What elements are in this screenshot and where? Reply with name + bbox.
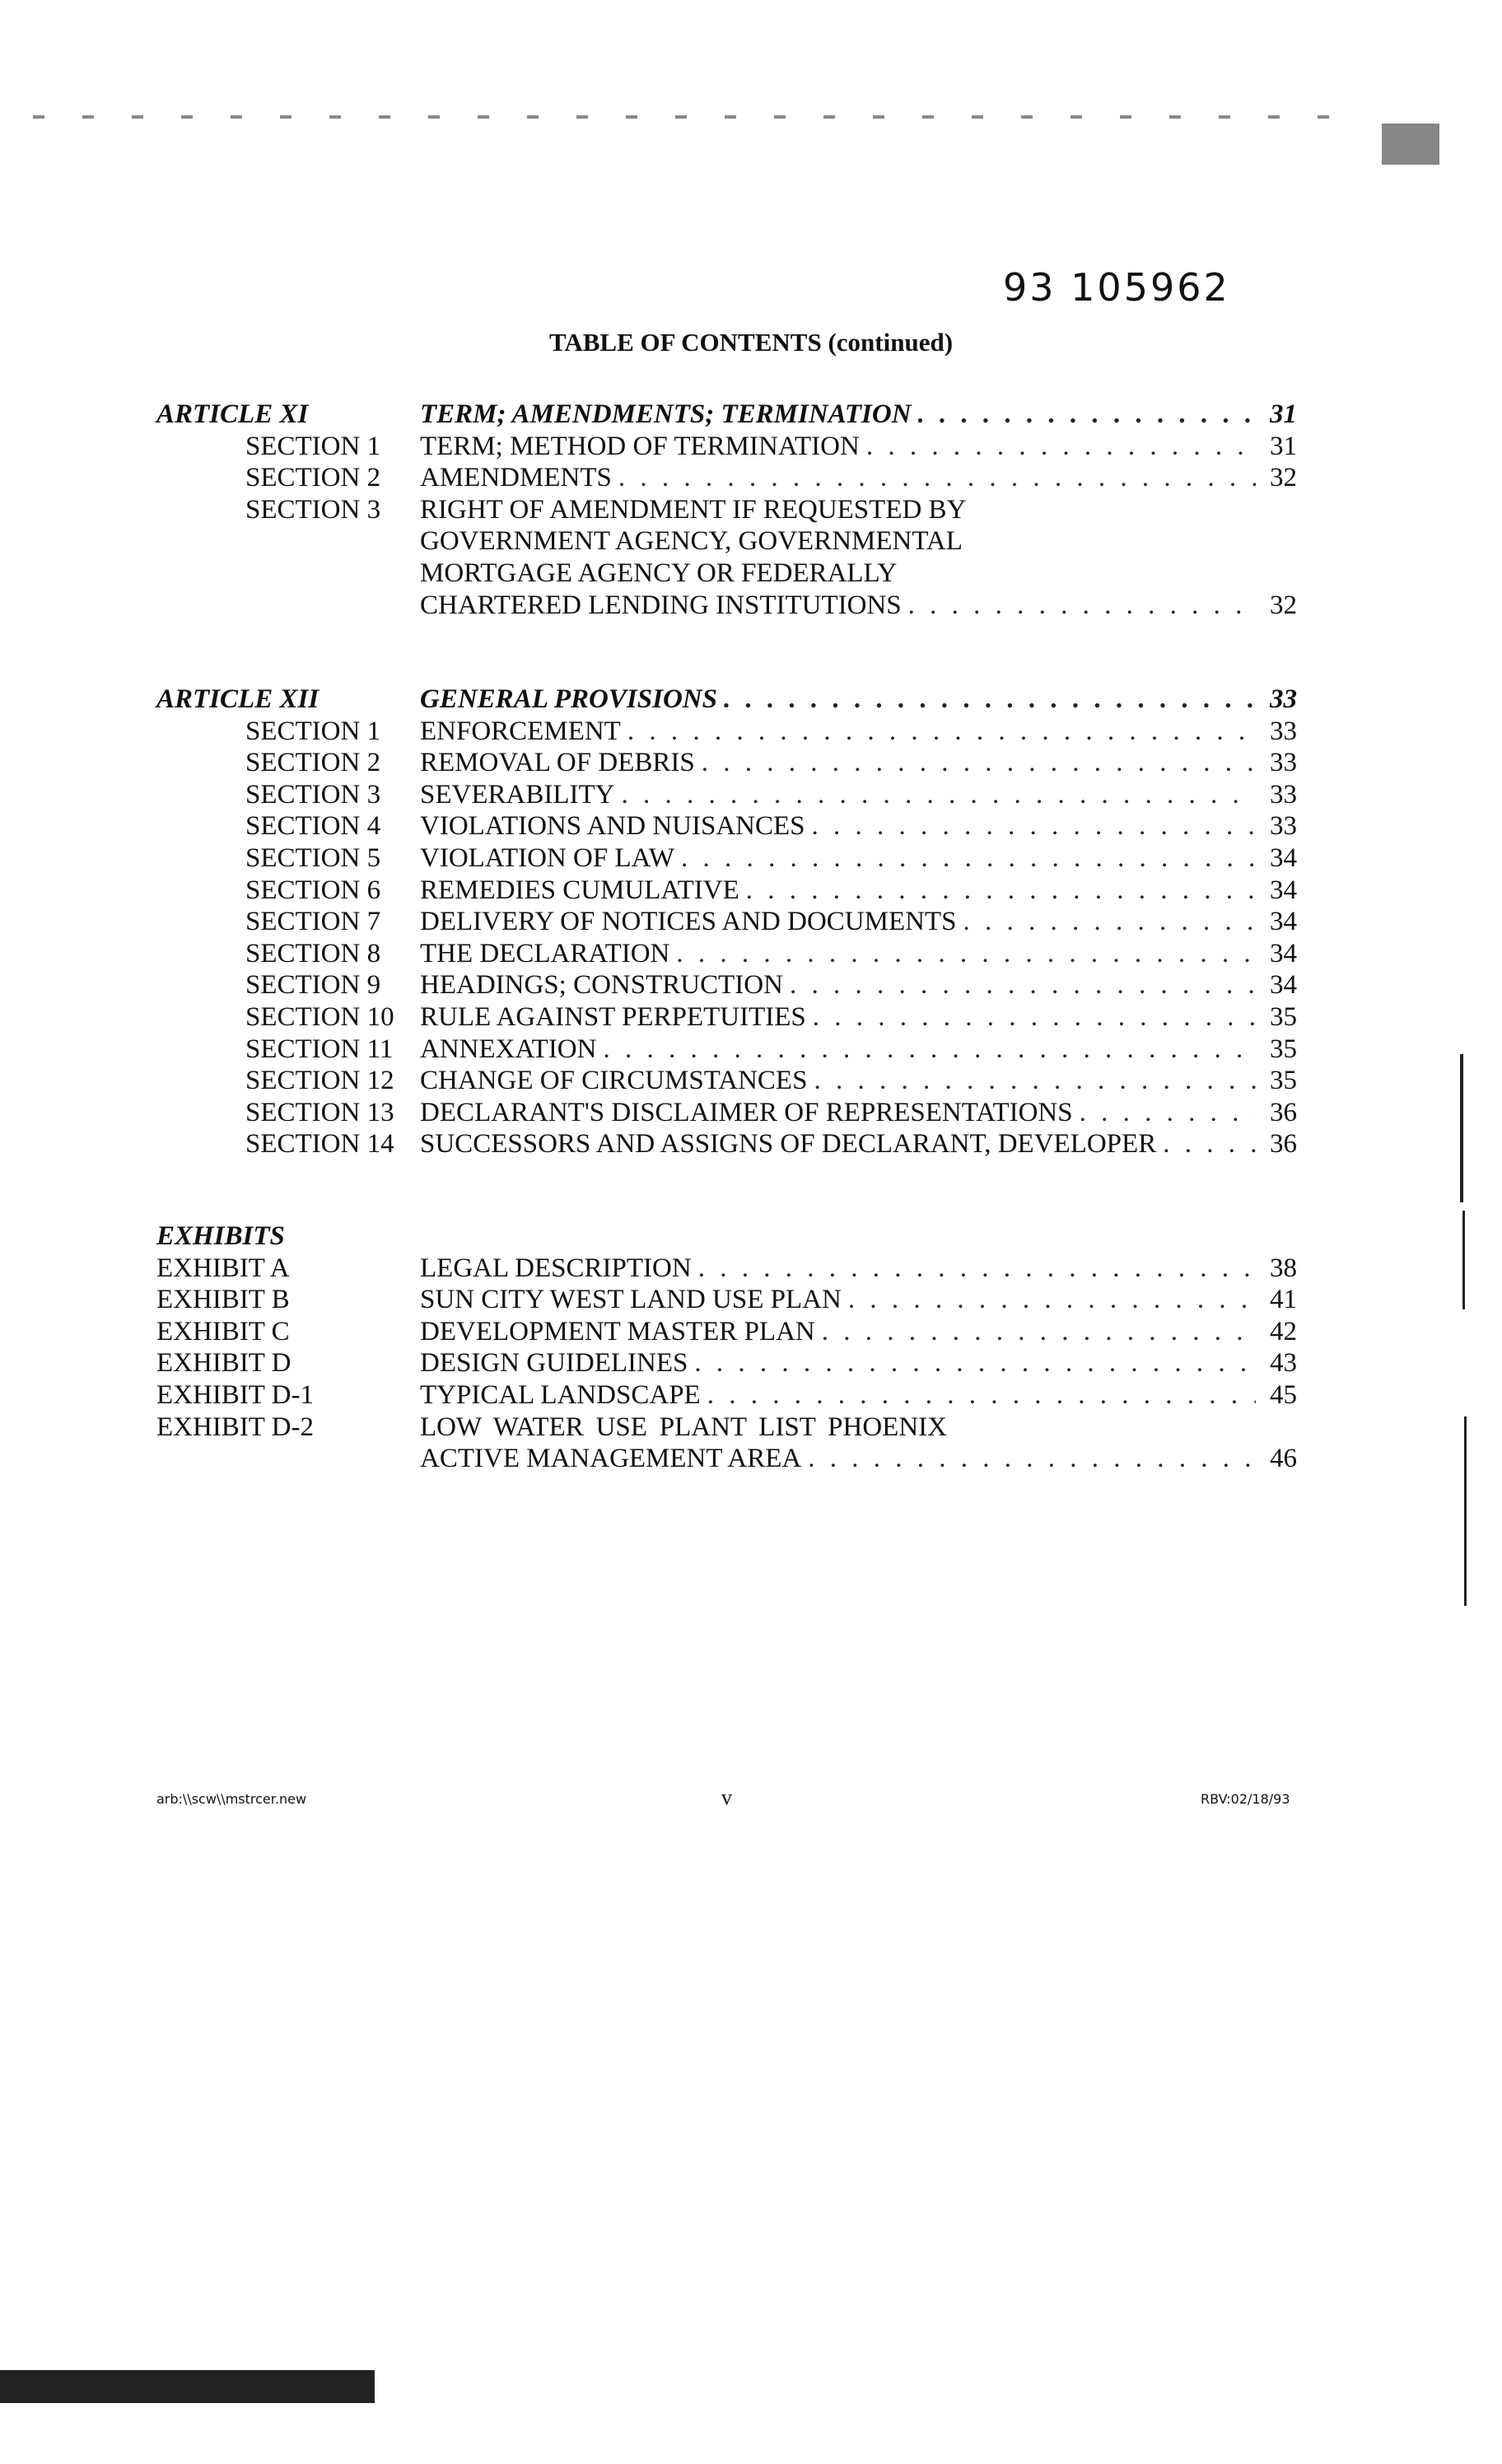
exhibit-label: EXHIBIT D-2	[156, 1412, 314, 1442]
section-label: SECTION 6	[245, 875, 381, 905]
section-title-line	[420, 590, 1297, 622]
section-title-line	[420, 810, 1297, 842]
toc-row	[156, 462, 1297, 494]
leader-dots	[808, 1443, 1256, 1475]
section-title-line	[420, 1001, 1297, 1034]
footer-page-number: v	[721, 1785, 732, 1809]
section-title-line	[420, 747, 1297, 779]
leader-dots	[812, 810, 1256, 842]
leader-dots	[676, 938, 1256, 970]
section-title: REMEDIES CUMULATIVE	[420, 875, 739, 905]
leader-dots	[822, 1316, 1256, 1348]
leader-dots	[813, 1001, 1256, 1034]
toc-row	[156, 494, 1297, 526]
section-title-line	[420, 1034, 1297, 1066]
toc-row-continued	[156, 525, 1297, 558]
section-title: TERM; METHOD OF TERMINATION	[420, 431, 860, 461]
exhibit-title: ACTIVE MANAGEMENT AREA	[420, 1444, 802, 1474]
toc-row-continued	[156, 1443, 1297, 1475]
exhibit-label: EXHIBIT D-1	[156, 1379, 314, 1410]
section-title: RIGHT OF AMENDMENT IF REQUESTED BY	[420, 494, 967, 525]
exhibits-heading: EXHIBITS	[156, 1221, 285, 1251]
exhibit-label: EXHIBIT C	[156, 1316, 290, 1346]
section-label: SECTION 14	[245, 1129, 394, 1160]
section-label: SECTION 10	[245, 1001, 394, 1032]
page-number: 34	[1270, 875, 1297, 905]
leader-dots	[621, 779, 1256, 811]
section-title: ANNEXATION	[420, 1034, 597, 1064]
section-title-line	[420, 716, 1297, 748]
exhibit-title-line	[420, 1347, 1297, 1379]
section-title-line	[420, 779, 1297, 811]
section-title-line	[420, 875, 1297, 907]
section-label: SECTION 9	[245, 970, 381, 1001]
section-label: SECTION 2	[245, 463, 381, 493]
scan-artifact-edge	[1462, 1211, 1465, 1309]
page-number: 35	[1270, 1066, 1297, 1096]
section-title: REMOVAL OF DEBRIS	[420, 748, 695, 778]
toc-row	[156, 1128, 1297, 1160]
exhibit-title: TYPICAL LANDSCAPE	[420, 1379, 701, 1410]
exhibit-title: DESIGN GUIDELINES	[420, 1348, 688, 1379]
section-title: HEADINGS; CONSTRUCTION	[420, 970, 783, 1001]
section-title-line	[420, 462, 1297, 494]
article-xi-block	[156, 399, 1297, 621]
leader-dots	[707, 1379, 1256, 1412]
page-number: 34	[1270, 842, 1297, 873]
exhibit-title: DEVELOPMENT MASTER PLAN	[420, 1316, 815, 1346]
page-number: 33	[1270, 779, 1297, 810]
leader-dots	[918, 399, 1256, 431]
section-title-line	[420, 494, 1256, 526]
page-number: 46	[1270, 1444, 1297, 1474]
section-title: VIOLATIONS AND NUISANCES	[420, 811, 805, 842]
exhibit-title-line	[420, 1443, 1297, 1475]
page-number: 35	[1270, 1034, 1297, 1064]
toc-row	[156, 747, 1297, 779]
exhibit-label: EXHIBIT D	[156, 1348, 292, 1379]
section-title-line	[420, 525, 963, 558]
section-label: SECTION 13	[245, 1097, 394, 1127]
article-title: GENERAL PROVISIONS	[420, 684, 717, 714]
section-label: SECTION 1	[245, 716, 381, 746]
section-title: CHARTERED LENDING INSTITUTIONS	[420, 590, 902, 620]
toc-row	[156, 1316, 1297, 1348]
section-title: DELIVERY OF NOTICES AND DOCUMENTS	[420, 907, 957, 937]
toc-row	[156, 431, 1297, 463]
section-title-line	[420, 842, 1297, 875]
scan-artifact-bar	[0, 2370, 375, 2403]
scan-artifact-edge	[1460, 1054, 1463, 1202]
toc-row	[156, 1412, 1297, 1444]
section-label: SECTION 4	[245, 811, 381, 842]
page-number: 42	[1270, 1316, 1297, 1346]
article-title: TERM; AMENDMENTS; TERMINATION	[420, 399, 912, 429]
section-label: SECTION 2	[245, 748, 381, 778]
section-label: SECTION 12	[245, 1066, 394, 1096]
leader-dots	[790, 969, 1256, 1001]
section-label: SECTION 1	[245, 431, 381, 461]
exhibit-title-line	[420, 1379, 1297, 1412]
leader-dots	[702, 747, 1256, 779]
page-number: 34	[1270, 907, 1297, 937]
page-number: 32	[1270, 463, 1297, 493]
leader-dots	[681, 842, 1256, 875]
exhibits-block	[156, 1220, 1297, 1475]
leader-dots	[724, 684, 1256, 716]
exhibit-title: SUN CITY WEST LAND USE PLAN	[420, 1285, 842, 1315]
page-number: 38	[1270, 1253, 1297, 1283]
toc-row	[156, 1001, 1297, 1034]
toc-row	[156, 938, 1297, 970]
section-title: VIOLATION OF LAW	[420, 842, 674, 873]
section-label: SECTION 7	[245, 907, 381, 937]
toc-row-continued	[156, 590, 1297, 622]
page-number: 45	[1270, 1379, 1297, 1410]
page-number: 41	[1270, 1285, 1297, 1315]
section-title-line	[420, 906, 1297, 938]
leader-dots	[603, 1034, 1256, 1066]
leader-dots	[908, 590, 1256, 622]
section-title-line	[420, 1128, 1297, 1160]
section-title-line	[420, 431, 1297, 463]
article-xii-row	[156, 684, 1297, 716]
page-number: 33	[1270, 748, 1297, 778]
exhibit-title-line	[420, 1412, 947, 1444]
article-xii-block	[156, 684, 1297, 1160]
section-title: SUCCESSORS AND ASSIGNS OF DECLARANT, DEVELOPER	[420, 1129, 1157, 1160]
article-label: ARTICLE XII	[156, 684, 320, 714]
toc-row-continued	[156, 558, 1297, 590]
section-title: DECLARANT'S DISCLAIMER OF REPRESENTATIONS	[420, 1097, 1073, 1127]
leader-dots	[963, 906, 1256, 938]
section-title-line	[420, 1097, 1297, 1129]
exhibit-title-line	[420, 1284, 1297, 1316]
leader-dots	[1080, 1097, 1256, 1129]
page-number: 31	[1270, 431, 1297, 461]
section-title: ENFORCEMENT	[420, 716, 621, 746]
footer-revision: RBV:02/18/93	[1201, 1791, 1290, 1807]
article-label: ARTICLE XI	[156, 399, 309, 429]
toc-row	[156, 1253, 1297, 1285]
exhibit-title: LOW WATER USE PLANT LIST PHOENIX	[420, 1412, 947, 1442]
exhibit-title-line	[420, 1316, 1297, 1348]
section-label: SECTION 3	[245, 779, 381, 810]
section-title-line	[420, 969, 1297, 1001]
page-number: 33	[1270, 684, 1297, 714]
section-title: MORTGAGE AGENCY OR FEDERALLY	[420, 558, 898, 588]
leader-dots	[1163, 1128, 1256, 1160]
exhibit-label: EXHIBIT B	[156, 1285, 290, 1315]
section-title: SEVERABILITY	[420, 779, 615, 810]
leader-dots	[866, 431, 1256, 463]
leader-dots	[627, 716, 1256, 748]
section-label: SECTION 11	[245, 1034, 394, 1064]
leader-dots	[814, 1065, 1256, 1097]
toc-row	[156, 1347, 1297, 1379]
page-number: 36	[1270, 1097, 1297, 1127]
article-title-line	[420, 684, 1297, 716]
exhibit-label: EXHIBIT A	[156, 1253, 290, 1283]
page-number: 33	[1270, 716, 1297, 746]
page-number: 36	[1270, 1129, 1297, 1160]
page-title: TABLE OF CONTENTS (continued)	[548, 328, 954, 357]
page-number: 35	[1270, 1001, 1297, 1032]
article-title-line	[420, 399, 1297, 431]
toc-row	[156, 716, 1297, 748]
page-number: 34	[1270, 938, 1297, 968]
page-number: 43	[1270, 1348, 1297, 1379]
section-label: SECTION 8	[245, 938, 381, 968]
toc-row	[156, 906, 1297, 938]
section-title: THE DECLARATION	[420, 938, 670, 968]
section-title: RULE AGAINST PERPETUITIES	[420, 1001, 806, 1032]
section-label: SECTION 5	[245, 842, 381, 873]
section-title-line	[420, 1065, 1297, 1097]
leader-dots	[698, 1253, 1256, 1285]
scan-artifact-mark	[1382, 124, 1439, 165]
toc-row	[156, 1284, 1297, 1316]
leader-dots	[746, 875, 1256, 907]
section-label: SECTION 3	[245, 494, 381, 525]
footer-file-path: arb:\\scw\\mstrcer.new	[156, 1791, 307, 1807]
section-title-line	[420, 558, 898, 590]
page-number: 32	[1270, 590, 1297, 620]
page-number: 33	[1270, 811, 1297, 842]
toc-row	[156, 875, 1297, 907]
toc-row	[156, 1097, 1297, 1129]
toc-row	[156, 1034, 1297, 1066]
toc-row	[156, 969, 1297, 1001]
toc-row	[156, 1065, 1297, 1097]
article-xi-row	[156, 399, 1297, 431]
leader-dots	[694, 1347, 1256, 1379]
page-number: 34	[1270, 970, 1297, 1001]
section-title: AMENDMENTS	[420, 463, 612, 493]
page-number: 31	[1270, 399, 1297, 429]
toc-row	[156, 1379, 1297, 1412]
toc-row	[156, 779, 1297, 811]
document-number: 93 105962	[1003, 265, 1230, 310]
toc-row	[156, 810, 1297, 842]
scan-artifact-dashes	[33, 115, 1350, 119]
section-title: CHANGE OF CIRCUMSTANCES	[420, 1066, 808, 1096]
exhibit-title-line	[420, 1253, 1297, 1285]
leader-dots	[848, 1284, 1256, 1316]
exhibit-title: LEGAL DESCRIPTION	[420, 1253, 692, 1283]
section-title-line	[420, 938, 1297, 970]
toc-row	[156, 842, 1297, 875]
leader-dots	[618, 462, 1256, 494]
scan-artifact-edge	[1464, 1416, 1467, 1606]
section-title: GOVERNMENT AGENCY, GOVERNMENTAL	[420, 526, 963, 557]
